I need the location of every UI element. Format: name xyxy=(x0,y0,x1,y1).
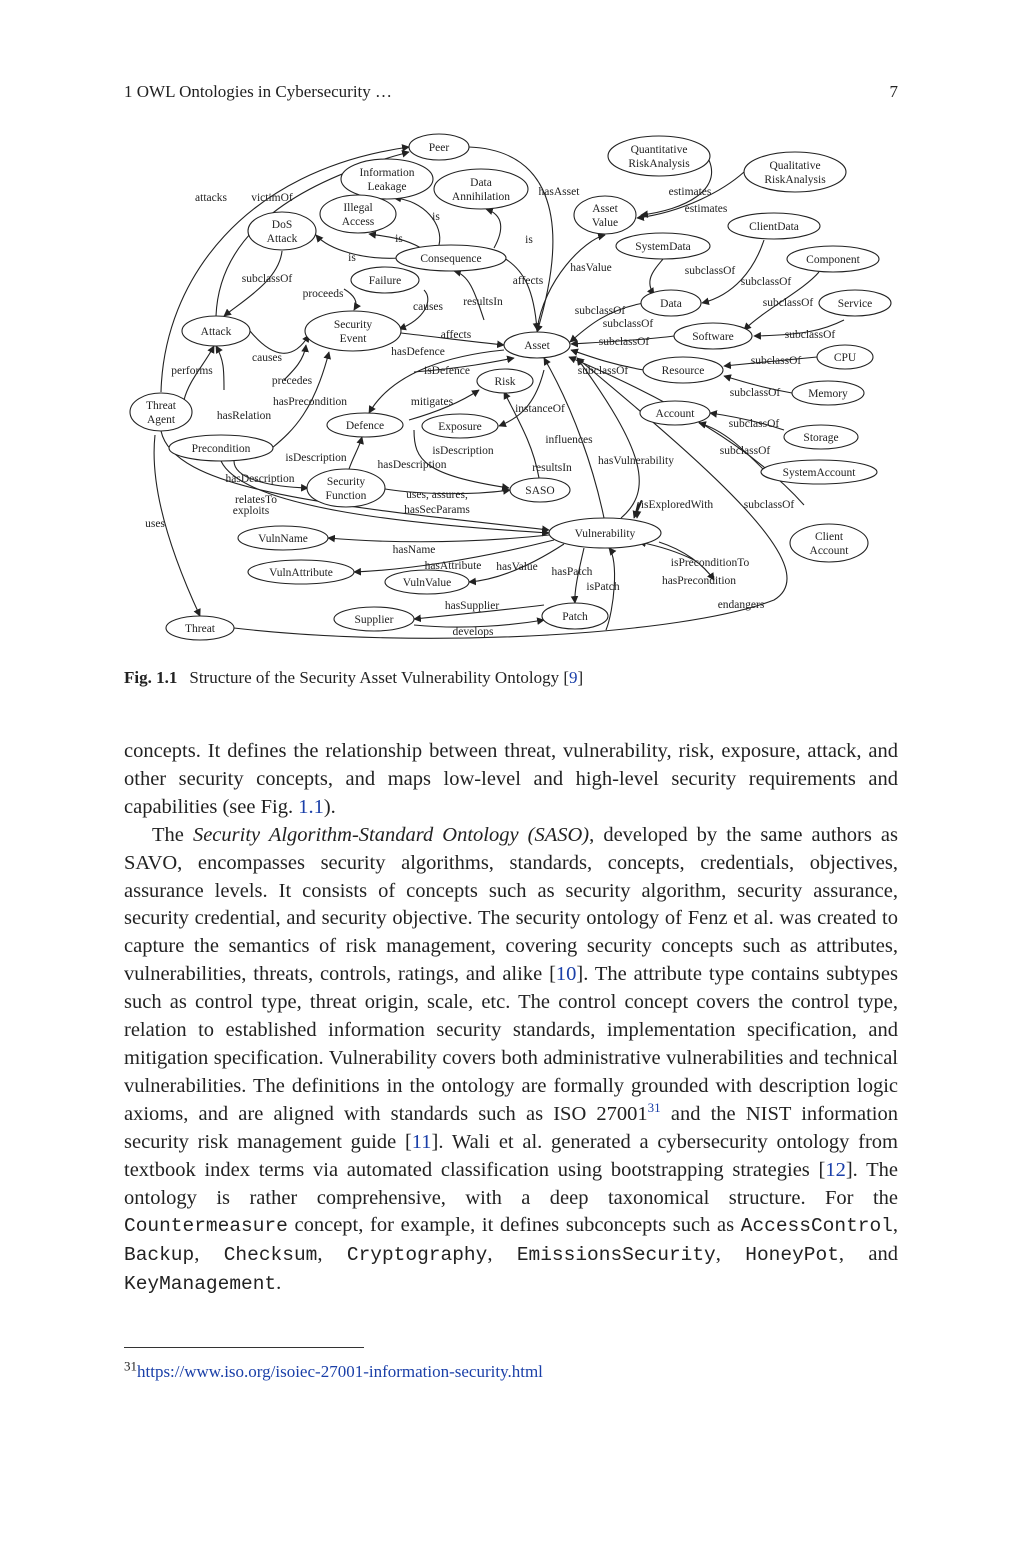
edge-label: subclassOf xyxy=(577,365,629,377)
node-label: Service xyxy=(837,298,873,310)
node-software xyxy=(674,323,752,349)
node-systemdata xyxy=(616,233,710,259)
node-label: Data xyxy=(660,298,682,310)
edge-label: isPatch xyxy=(586,581,620,593)
node-label: Defence xyxy=(345,420,385,432)
node-vulnvalue xyxy=(385,570,469,594)
node-label: Security xyxy=(326,476,366,488)
paragraph-text: ]. The attribute type contains subtypes such as control type, threat origin, scale, etc. The control concept covers the control type, relation to established information security standards, implementation specification, and mitigation specification. Vulnerability covers both administrative vulnerabilities and technical vulnerabilities. The definitions in the ontology are formally grounded with description logic axioms, and are aligned with standards such as ISO 27001 xyxy=(124,963,898,1125)
node-label: Asset xyxy=(592,203,618,215)
paragraph-1 xyxy=(124,738,898,822)
separator: , xyxy=(715,1243,746,1266)
node-label: SystemAccount xyxy=(782,467,856,479)
node-asset xyxy=(504,332,570,358)
node-label: VulnName xyxy=(258,533,308,545)
figure-ref-link[interactable]: 1.1 xyxy=(298,795,324,818)
edge-label: hasAsset xyxy=(538,186,580,198)
node-label: Precondition xyxy=(191,443,251,455)
node-label: Memory xyxy=(808,388,848,400)
node-label: Vulnerability xyxy=(574,528,636,540)
node-label: Consequence xyxy=(420,253,482,265)
node-label: Function xyxy=(325,490,367,502)
edge-label: subclassOf xyxy=(740,276,792,288)
caption-text-end: ] xyxy=(577,668,584,687)
node-clientdata xyxy=(728,213,820,239)
code-term: Backup xyxy=(124,1244,195,1267)
node-label: Information xyxy=(359,167,415,179)
edge-label: isExploredWith xyxy=(640,499,714,511)
node-vulnattr xyxy=(248,560,354,584)
paragraph-text: concepts. It defines the relationship between threat, vulnerability, risk, exposure, attack, and other security concepts, and maps low-level and high-level security requirements and capabilities (see Fig. xyxy=(124,740,898,818)
code-term: KeyManagement xyxy=(124,1273,277,1296)
code-term: Checksum xyxy=(223,1244,318,1267)
code-term: Countermeasure xyxy=(124,1215,288,1238)
paragraph-text: , developed by the same authors as SAVO, encompasses security algorithms, standards, concepts, credentials, objectives, assurance levels. It consists of concepts such as security algorithm, security assurance, security credential, and security objective. The security ontology of Fenz et al. was created to capture the semantics of risk management, covering security concepts such as attributes, vulnerabilities, threats, controls, ratings, and alike [ xyxy=(124,823,899,986)
node-label: DoS xyxy=(271,219,293,231)
separator: . xyxy=(276,1272,282,1295)
node-label: Access xyxy=(341,216,375,228)
node-label: Threat xyxy=(184,623,216,635)
edge-label: subclassOf xyxy=(241,273,293,285)
edge-label: uses xyxy=(145,518,165,530)
node-label: Failure xyxy=(368,275,402,287)
node-patch xyxy=(542,603,608,629)
node-attack xyxy=(182,316,250,346)
edge-label: relatesTo xyxy=(235,494,277,506)
paragraph-text: ]. The ontology is rather comprehensive, with a deep taxonomical structure. For the xyxy=(124,1158,899,1209)
node-label: SASO xyxy=(525,485,555,497)
edge-label: hasRelation xyxy=(216,410,272,422)
edge-label: hasVulnerability xyxy=(598,455,674,467)
chapter-title: 1 OWL Ontologies in Cybersecurity … xyxy=(124,82,393,101)
node-label: Attack xyxy=(200,326,232,338)
running-header xyxy=(124,82,898,102)
edge-label: uses, assures, xyxy=(406,489,468,501)
node-secevent xyxy=(305,311,401,351)
edge-label: attacks xyxy=(195,192,227,204)
edge-label: subclassOf xyxy=(598,336,650,348)
edge-label: subclassOf xyxy=(728,418,780,430)
node-shape xyxy=(341,159,433,199)
paragraph-text: The xyxy=(152,823,193,846)
node-shape xyxy=(608,136,710,176)
edge-label: isPreconditionTo xyxy=(670,557,750,569)
node-consequence xyxy=(396,245,506,271)
separator: , xyxy=(892,1214,898,1237)
figure-caption xyxy=(124,668,898,688)
edge-label: hasValue xyxy=(570,262,612,274)
node-infoleak xyxy=(341,159,433,199)
node-label: Client xyxy=(814,531,844,543)
node-quant xyxy=(608,136,710,176)
edge-label: resultsIn xyxy=(463,296,503,308)
edge-label: causes xyxy=(412,301,444,313)
node-assetval xyxy=(574,196,636,234)
node-clientaccount xyxy=(790,524,868,562)
edge-label: subclassOf xyxy=(574,305,626,317)
paragraph-text: and the NIST information security risk management guide [ xyxy=(124,1102,898,1153)
node-shape xyxy=(744,152,846,192)
figure-label: Fig. 1.1 xyxy=(124,668,178,687)
separator: , xyxy=(487,1243,517,1266)
edge-label: develops xyxy=(452,626,494,638)
node-secfunction xyxy=(307,469,385,507)
node-dataannih xyxy=(434,169,528,209)
node-data xyxy=(641,290,701,316)
node-account xyxy=(640,401,710,425)
edge-label: affects xyxy=(440,329,472,341)
edge-label: isDescription xyxy=(432,445,494,457)
edge-label: hasPatch xyxy=(551,566,593,578)
footnote-number: 31 xyxy=(124,1358,137,1374)
citation-link[interactable]: 11 xyxy=(411,1130,432,1153)
code-term: EmissionsSecurity xyxy=(516,1244,716,1267)
node-vulnname xyxy=(238,526,328,550)
edge-label: subclassOf xyxy=(602,318,654,330)
node-label: Threat xyxy=(145,400,177,412)
node-label: Security xyxy=(333,319,373,331)
node-failure xyxy=(351,267,419,293)
saso-title: Security Algorithm-Standard Ontology (SASO) xyxy=(192,823,590,846)
edge-label: hasAttribute xyxy=(424,560,482,572)
caption-citation-link[interactable]: 9 xyxy=(569,668,578,687)
edge-label: isDefence xyxy=(424,365,470,377)
edge-label: instanceOf xyxy=(515,403,565,415)
edge-label: precedes xyxy=(271,375,313,387)
node-label: ClientData xyxy=(749,221,799,233)
node-shape xyxy=(434,169,528,209)
node-label: Quantitative xyxy=(630,144,688,156)
edge-label: hasSecParams xyxy=(404,504,470,516)
node-threat xyxy=(166,616,234,640)
footnote-divider xyxy=(124,1347,364,1348)
node-label: Data xyxy=(470,177,492,189)
edge-label: hasDescription xyxy=(377,459,447,471)
node-label: VulnValue xyxy=(402,577,452,589)
page-number: 7 xyxy=(889,82,898,101)
edge-label: influences xyxy=(545,434,593,446)
edge-label: subclassOf xyxy=(750,355,802,367)
edge-label: hasDescription xyxy=(225,473,295,485)
paragraph-text: concept, for example, it defines subconcepts such as xyxy=(287,1214,741,1237)
edge-label: hasSupplier xyxy=(444,600,500,612)
node-risk xyxy=(477,369,533,393)
citation-link[interactable]: 10 xyxy=(555,963,577,986)
node-saso xyxy=(510,478,570,502)
node-label: Agent xyxy=(146,414,176,426)
edge-label: subclassOf xyxy=(784,329,836,341)
body-text xyxy=(124,738,898,1299)
edge-label: proceeds xyxy=(302,288,344,300)
edge-label: estimates xyxy=(668,186,712,198)
edge-label: is xyxy=(525,234,533,246)
node-component xyxy=(787,246,879,272)
edge-label: subclassOf xyxy=(719,445,771,457)
node-label: Account xyxy=(655,408,695,420)
node-dos xyxy=(248,212,316,250)
node-label: Attack xyxy=(266,233,298,245)
node-label: Peer xyxy=(428,142,450,154)
edge-label: affects xyxy=(512,275,544,287)
edge-label: endangers xyxy=(717,599,765,611)
node-label: Account xyxy=(809,545,849,557)
node-label: Component xyxy=(806,254,860,266)
node-memory xyxy=(792,381,864,405)
node-label: VulnAttribute xyxy=(269,567,333,579)
citation-link[interactable]: 12 xyxy=(825,1158,846,1181)
node-label: Exposure xyxy=(438,421,482,433)
node-label: RiskAnalysis xyxy=(628,158,690,170)
node-label: Value xyxy=(591,217,619,229)
node-peer xyxy=(409,134,469,160)
caption-text: Structure of the Security Asset Vulnerability Ontology [ xyxy=(189,668,570,687)
paragraph-2 xyxy=(124,822,898,1299)
code-term: HoneyPot xyxy=(745,1244,839,1267)
node-systemaccount xyxy=(761,460,877,484)
node-qual xyxy=(744,152,846,192)
edge-label: resultsIn xyxy=(532,462,572,474)
node-service xyxy=(819,290,891,316)
edge-label: is xyxy=(432,211,440,223)
separator: , and xyxy=(838,1243,899,1266)
node-label: SystemData xyxy=(635,241,691,253)
node-label: CPU xyxy=(833,352,857,364)
node-label: Asset xyxy=(524,340,550,352)
edge-label: hasDefence xyxy=(391,346,445,358)
node-label: RiskAnalysis xyxy=(764,174,826,186)
edge-label: is xyxy=(348,252,356,264)
separator: , xyxy=(194,1243,224,1266)
node-threatagent xyxy=(130,393,192,431)
node-label: Resource xyxy=(661,365,705,377)
node-precondition xyxy=(169,435,273,461)
node-cpu xyxy=(817,345,873,369)
footnote-url-link[interactable]: https://www.iso.org/isoiec-27001-information-security.html xyxy=(137,1362,543,1381)
node-label: Annihilation xyxy=(451,191,511,203)
node-label: Risk xyxy=(494,376,516,388)
footnote-ref-link[interactable]: 31 xyxy=(647,1099,661,1115)
node-resource xyxy=(643,357,723,383)
ontology-figure xyxy=(124,130,900,650)
edge-label: causes xyxy=(251,352,283,364)
edge-label: performs xyxy=(171,365,213,377)
code-term: AccessControl xyxy=(740,1215,893,1238)
edge-label: victimOf xyxy=(251,192,293,204)
edge-label: hasPrecondition xyxy=(661,575,737,587)
edge-label: subclassOf xyxy=(729,387,781,399)
edge-label: hasValue xyxy=(496,561,538,573)
code-term: Cryptography xyxy=(346,1244,488,1267)
node-label: Supplier xyxy=(354,614,394,626)
separator: , xyxy=(317,1243,347,1266)
edge-label: mitigates xyxy=(410,396,454,408)
edge-label: hasName xyxy=(392,544,436,556)
node-illegal xyxy=(320,195,396,233)
edge-label: isDescription xyxy=(285,452,347,464)
node-storage xyxy=(784,425,858,449)
edge-label: is xyxy=(395,233,403,245)
node-supplier xyxy=(334,607,414,631)
node-vulnerability xyxy=(549,518,661,548)
paragraph-text: ]. Wali et al. generated a cybersecurity ontology from textbook index terms via automated classification using bootstrapping strategies [ xyxy=(124,1130,899,1181)
edge-label: exploits xyxy=(232,505,270,517)
node-label: Leakage xyxy=(367,181,407,193)
edge-label: subclassOf xyxy=(762,297,814,309)
ontology-diagram xyxy=(124,130,900,650)
node-defence xyxy=(327,413,403,437)
node-label: Storage xyxy=(803,432,839,444)
node-label: Illegal xyxy=(343,202,373,214)
edge-label: estimates xyxy=(684,203,728,215)
footnote xyxy=(124,1358,543,1382)
node-label: Qualitative xyxy=(769,160,821,172)
paragraph-text: ). xyxy=(323,795,336,818)
node-label: Patch xyxy=(562,611,588,623)
node-label: Event xyxy=(339,333,367,345)
edge-label: hasPrecondition xyxy=(272,396,348,408)
node-label: Software xyxy=(692,331,734,343)
node-shape xyxy=(305,311,401,351)
edge-label: subclassOf xyxy=(743,499,795,511)
node-exposure xyxy=(422,414,498,438)
edge-label: subclassOf xyxy=(684,265,736,277)
